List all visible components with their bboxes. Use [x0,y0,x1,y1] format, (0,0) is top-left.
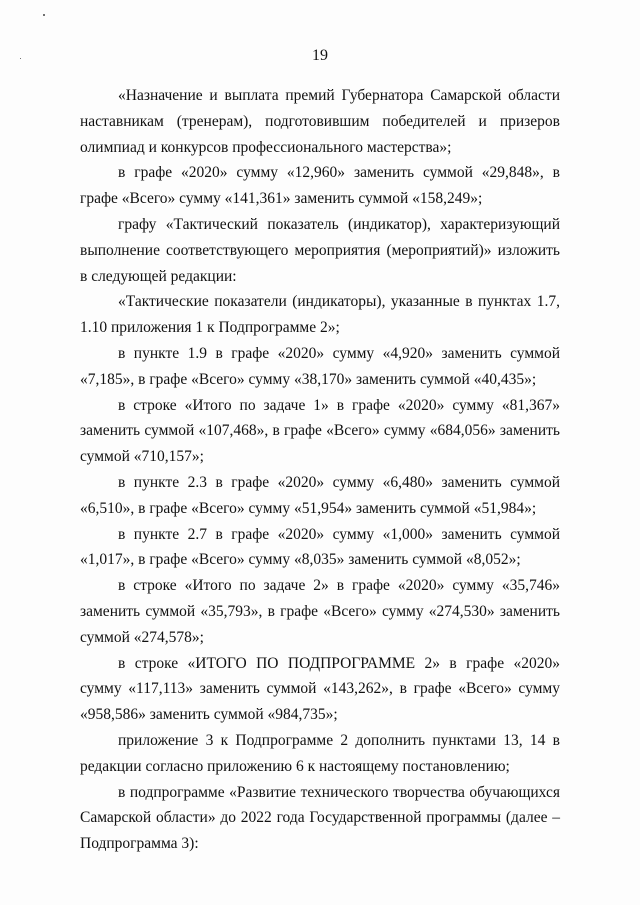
document-body [80,83,560,857]
paragraph: в строке «Итого по задаче 2» в графе «2020» сумму «35,746» заменить суммой «35,793», в графе «Всего» сумму «274,530» заменить суммой «274,578»; [80,577,560,646]
paragraph: в пункте 2.3 в графе «2020» сумму «6,480» заменить суммой «6,510», в графе «Всего» сумму «51,954» заменить суммой «51,984»; [80,473,560,517]
paragraph: «Тактические показатели (индикаторы), указанные в пунктах 1.7, 1.10 приложения 1 к Подпрограмме 2»; [80,293,560,337]
paragraph: в пункте 2.7 в графе «2020» сумму «1,000» заменить суммой «1,017», в графе «Всего» сумму «8,035» заменить суммой «8,052»; [80,525,560,569]
scan-speck [43,14,45,16]
paragraph: в подпрограмме «Развитие технического творчества обучающихся Самарской области» до 2022 года Государственной программы (далее – Подпрограмма 3): [80,783,560,853]
page-number: 19 [312,47,328,64]
paragraph: в строке «Итого по задаче 1» в графе «2020» сумму «81,367» заменить суммой «107,468», в графе «Всего» сумму «684,056» заменить суммой «710,157»; [80,396,560,466]
paragraph: графу «Тактический показатель (индикатор), характеризующий выполнение соответствующего мероприятия (мероприятий)» изложить в следующей редакции: [80,215,560,285]
paragraph: «Назначение и выплата премий Губернатора Самарской области наставникам (тренерам), подготовившим победителей и призеров олимпиад и конкурсов профессионального мастерства»; [80,87,560,156]
paragraph: в графе «2020» сумму «12,960» заменить суммой «29,848», в графе «Всего» сумму «141,361» заменить суммой «158,249»; [80,164,560,208]
paragraph: приложение 3 к Подпрограмме 2 дополнить пунктами 13, 14 в редакции согласно приложению 6 к настоящему постановлению; [80,731,560,775]
paragraph: в пункте 1.9 в графе «2020» сумму «4,920» заменить суммой «7,185», в графе «Всего» сумму «38,170» заменить суммой «40,435»; [80,344,560,388]
paragraph: в строке «ИТОГО ПО ПОДПРОГРАММЕ 2» в графе «2020» сумму «117,113» заменить суммой «143,262», в графе «Всего» сумму «958,586» заменить суммой «984,735»; [80,654,560,724]
